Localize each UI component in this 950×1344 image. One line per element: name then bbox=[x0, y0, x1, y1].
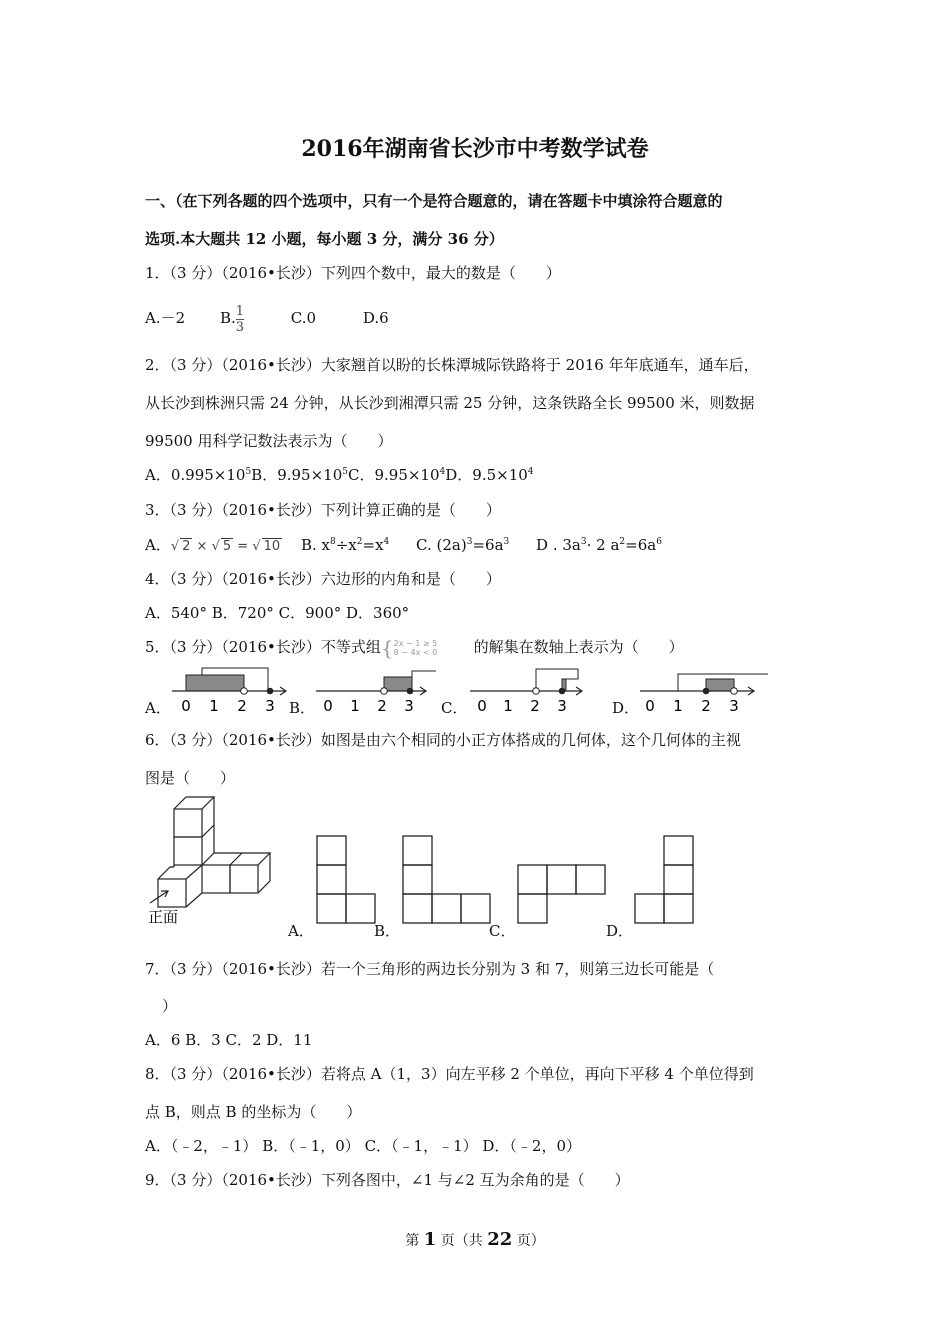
q2-line3: 99500 用科学记数法表示为（ ） bbox=[145, 432, 393, 450]
q7-line1: 7．（3 分）（2016•长沙）若一个三角形的两边长分别为 3 和 7，则第三边长可能是（ bbox=[145, 960, 715, 978]
q5-b-tick-0: 0 bbox=[323, 697, 333, 714]
q9-stem: 9．（3 分）（2016•长沙）下列各图中，∠1 与∠2 互为余角的是（ ） bbox=[145, 1171, 630, 1189]
q1-option-d: D.6 bbox=[362, 309, 389, 327]
q6-view-b bbox=[400, 833, 492, 927]
q5-d-tick-2: 2 bbox=[701, 697, 711, 714]
q5-a-tick-0: 0 bbox=[181, 697, 191, 714]
q5-d-tick-0: 0 bbox=[645, 697, 655, 714]
q5-d-tick-1: 1 bbox=[673, 697, 683, 714]
q7-line2: ） bbox=[162, 997, 178, 1015]
q2-options: A．$0.995\times 10^5B$．$9.95\times 10^5C$．$9.95\times 10^4D$．$9.5\times 10^4$ bbox=[145, 466, 534, 484]
q5-system-line1: 2x − 1 ≥ 5 bbox=[393, 639, 438, 648]
q6-front-label: 正面 bbox=[148, 908, 179, 926]
q6-line1: 6．（3 分）（2016•长沙）如图是由六个相同的小正方体搭成的几何体，这个几何体的主视 bbox=[145, 731, 741, 749]
q6-label-b: B． bbox=[374, 922, 401, 940]
q1-stem: 1．（3 分）（2016•长沙）下列四个数中，最大的数是（ ） bbox=[145, 264, 561, 282]
q5-c-tick-2: 2 bbox=[530, 697, 540, 714]
q6-view-d bbox=[632, 833, 696, 927]
q5-b-tick-1: 1 bbox=[350, 697, 360, 714]
q3-option-b: B. $x^8\div x^2=x^4$ bbox=[300, 536, 390, 554]
page-title: 2016年湖南省长沙市中考数学试卷 bbox=[301, 136, 649, 162]
q1-option-b-label: B. bbox=[219, 309, 236, 327]
q5-label-c: C． bbox=[441, 699, 468, 717]
section-instruction-line2: 选项.本大题共 12 小题，每小题 3 分，满分 36 分） bbox=[145, 230, 504, 248]
q6-view-a bbox=[314, 833, 378, 927]
q5-label-d: D． bbox=[612, 699, 640, 717]
q3-options bbox=[145, 534, 662, 555]
q5-label-a: A． bbox=[145, 699, 171, 717]
q8-line2: 点 B，则点 B 的坐标为（ ） bbox=[145, 1103, 362, 1121]
page-footer: 第 1 页（共 22 页） bbox=[405, 1229, 545, 1250]
section-instruction-line1: 一、（在下列各题的四个选项中，只有一个是符合题意的，请在答题卡中填涂符合题意的 bbox=[145, 192, 723, 210]
q5-a-tick-3: 3 bbox=[265, 697, 275, 714]
q8-line1: 8．（3 分）（2016•长沙）若将点 A（1，3）向左平移 2 个单位，再向下平移 4 个单位得到 bbox=[145, 1065, 754, 1083]
q5-c-tick-0: 0 bbox=[477, 697, 487, 714]
q5-c-tick-1: 1 bbox=[503, 697, 513, 714]
q5-numberline-d bbox=[636, 664, 774, 714]
q5-c-tick-3: 3 bbox=[557, 697, 567, 714]
q5-numberline-a bbox=[168, 664, 290, 714]
q5-d-tick-3: 3 bbox=[729, 697, 739, 714]
q2-line2: 从长沙到株洲只需 24 分钟，从长沙到湘潭只需 25 分钟，这条铁路全长 99500 米，则数据 bbox=[145, 394, 755, 412]
q5-system-line2: 8 − 4x < 0 bbox=[393, 648, 438, 657]
q5-b-tick-3: 3 bbox=[404, 697, 414, 714]
q6-label-a: A． bbox=[288, 922, 314, 940]
q5-numberline-c bbox=[466, 664, 594, 714]
q2-line1: 2．（3 分）（2016•长沙）大家翘首以盼的长株潭城际铁路将于 2016 年年底通车，通车后， bbox=[145, 356, 759, 374]
q1-option-c: C.0 bbox=[290, 309, 317, 327]
q3-option-d: D . $3a^3\cdot 2$ $a^2=6a^6$ bbox=[536, 536, 662, 554]
q5-b-tick-2: 2 bbox=[377, 697, 387, 714]
q6-solid-figure bbox=[144, 795, 278, 930]
total-pages: 22 bbox=[487, 1229, 513, 1250]
page-number: 1 bbox=[423, 1229, 437, 1250]
q1-option-b-fraction: $\frac{1}{3}$ bbox=[235, 303, 245, 335]
q1-options bbox=[145, 300, 389, 340]
q5-label-b: B． bbox=[289, 699, 316, 717]
q3-stem: 3．（3 分）（2016•长沙）下列计算正确的是（ ） bbox=[145, 501, 501, 519]
q6-line2: 图是（ ） bbox=[145, 769, 236, 787]
q6-label-d: D． bbox=[606, 922, 634, 940]
q3-option-c: C. $(2a)^3=6a^3$ bbox=[416, 536, 510, 554]
q3-option-a: A．√ 2 × √ 5 = √ 10 bbox=[145, 536, 281, 554]
q5-a-tick-2: 2 bbox=[237, 697, 247, 714]
q5-a-tick-1: 1 bbox=[209, 697, 219, 714]
q5-stem: 5．（3 分）（2016•长沙）不等式组{ 2x − 1 ≥ 5 8 − 4x < 0 的解集在数轴上表示为（ ） bbox=[145, 636, 684, 660]
q4-options: A．540° B．720° C．900° D．360° bbox=[145, 604, 410, 622]
q7-options: A．6 B．3 C．2 D．11 bbox=[145, 1031, 313, 1049]
q8-options: A．（﹣2，﹣1） B．（﹣1，0） C．（﹣1，﹣1） D．（﹣2，0） bbox=[145, 1137, 582, 1155]
q4-stem: 4．（3 分）（2016•长沙）六边形的内角和是（ ） bbox=[145, 570, 501, 588]
q1-option-a: A.－2 bbox=[145, 309, 186, 327]
q6-view-c bbox=[515, 862, 607, 927]
q6-label-c: C． bbox=[489, 922, 516, 940]
q5-numberline-b bbox=[312, 664, 440, 714]
